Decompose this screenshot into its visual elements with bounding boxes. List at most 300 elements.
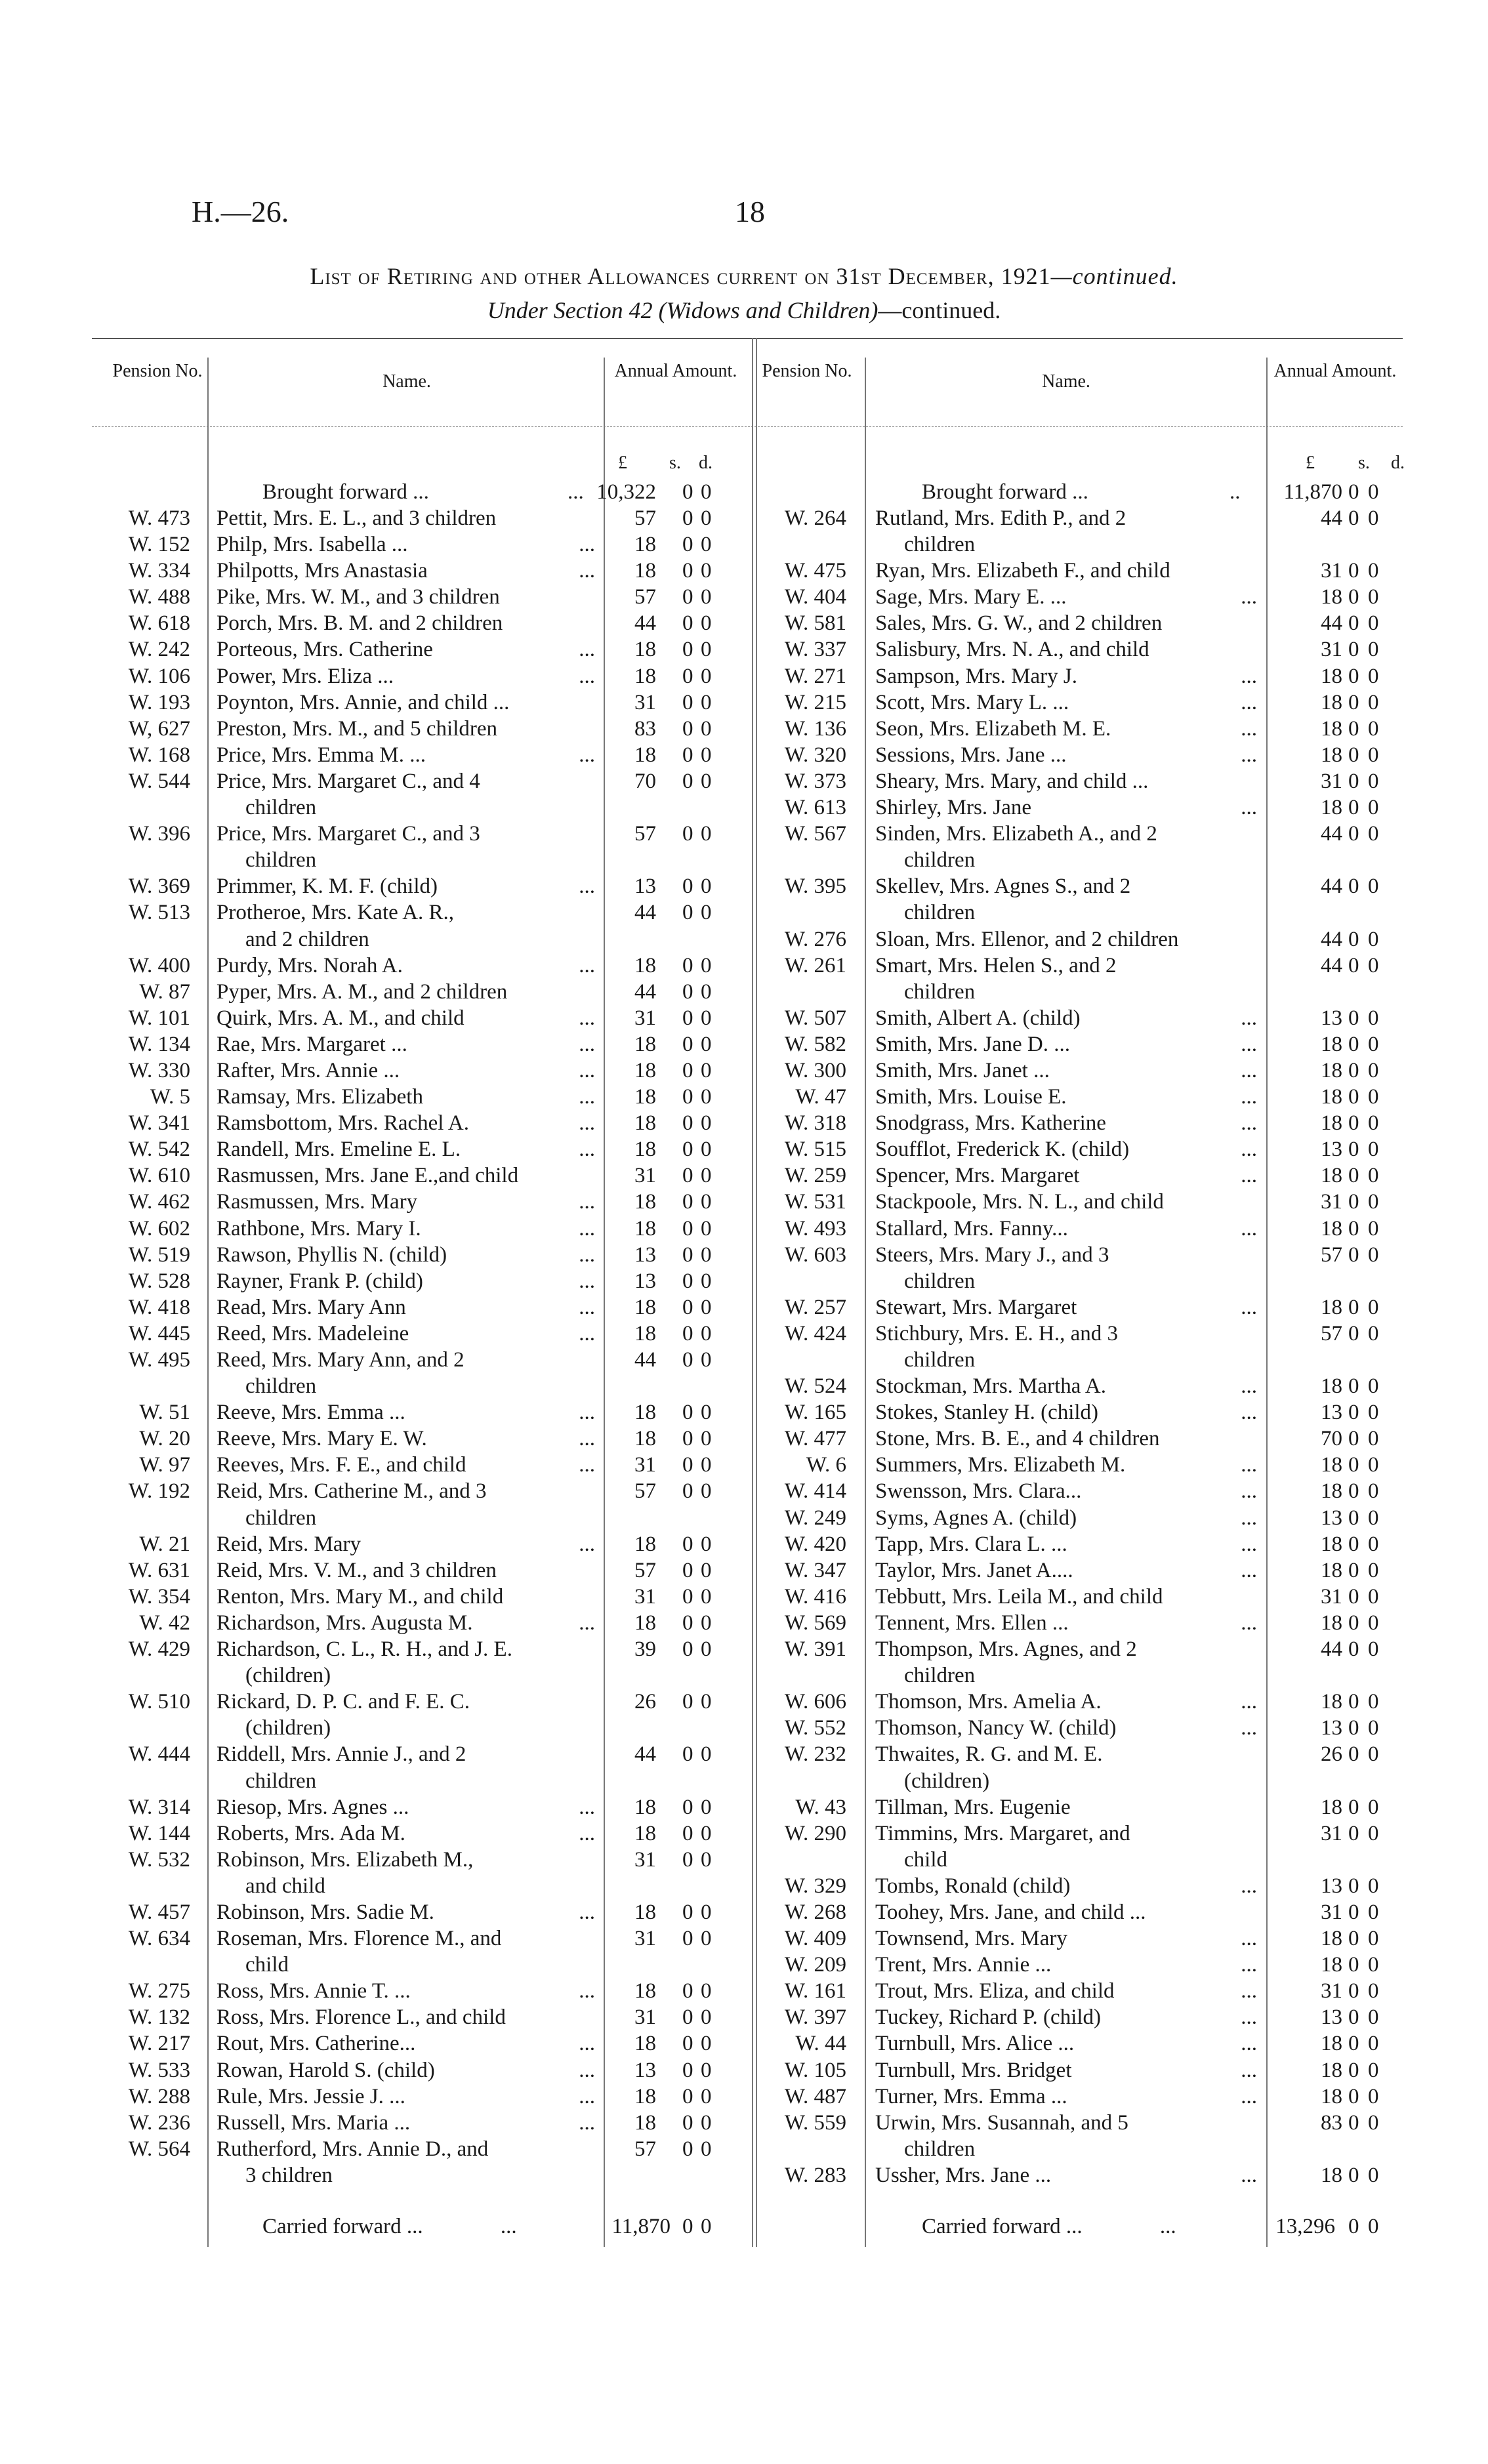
amount-shillings: 0 — [1348, 874, 1359, 899]
pension-number: W. 271 — [784, 664, 846, 688]
amount-shillings: 0 — [682, 1847, 693, 1872]
page-title — [0, 262, 1488, 290]
amount-shillings: 0 — [682, 585, 693, 609]
amount-shillings: 0 — [682, 1795, 693, 1819]
pensioner-name — [875, 636, 1262, 663]
leader-dots: ... — [1241, 1506, 1257, 1530]
amount-pounds: 18 — [634, 1032, 656, 1056]
amount-pence: 0 — [1368, 1690, 1379, 1714]
pension-number: W. 6 — [806, 1453, 846, 1477]
name-line: Tapp, Mrs. Clara L. ... — [875, 1532, 1067, 1556]
table-row — [744, 1162, 1488, 1189]
pensioner-name — [217, 1452, 600, 1478]
pensioner-name — [875, 1899, 1262, 1925]
name-continuation: child — [245, 1953, 289, 1977]
name-line: Power, Mrs. Eliza ... — [217, 664, 394, 688]
pensioner-name — [217, 1820, 600, 1847]
brought-forward-label: Brought forward ... — [262, 480, 429, 504]
table-row — [744, 1899, 1488, 1925]
currency-shillings-right: s. — [1358, 453, 1370, 473]
leader-dots: ... — [579, 1427, 595, 1451]
pension-number: W. 618 — [128, 611, 190, 636]
amount-pounds: 18 — [634, 1532, 656, 1556]
table-row — [744, 1294, 1488, 1321]
name-line: Salisbury, Mrs. N. A., and child — [875, 638, 1149, 662]
table-row — [744, 2004, 1488, 2030]
pension-number: W. 257 — [784, 1295, 846, 1319]
pension-number: W. 105 — [784, 2058, 846, 2082]
table-row — [744, 1820, 1488, 1873]
leader-dots: ... — [1241, 1611, 1257, 1635]
amount-pence: 0 — [701, 743, 712, 767]
amount-pence: 0 — [1368, 1427, 1379, 1451]
name-line: Rathbone, Mrs. Mary I. — [217, 1216, 421, 1241]
amount-shillings: 0 — [1348, 1453, 1359, 1477]
pensioner-name — [875, 1715, 1262, 1741]
pension-number: W. 513 — [128, 901, 190, 925]
leader-dots: ... — [1241, 1479, 1257, 1504]
pension-number: W. 528 — [128, 1269, 190, 1293]
name-continuation: children — [904, 2137, 976, 2161]
amount-pence: 0 — [701, 1085, 712, 1109]
pensioner-name — [217, 2004, 600, 2030]
amount-shillings: 0 — [682, 1295, 693, 1319]
pensioner-name — [217, 953, 600, 979]
name-line: Ramsbottom, Mrs. Rachel A. — [217, 1111, 469, 1136]
pension-number: W. 429 — [128, 1637, 190, 1662]
leader-dots: ... — [1241, 1032, 1257, 1056]
name-line: Richardson, Mrs. Augusta M. — [217, 1611, 473, 1635]
name-line: Ross, Mrs. Florence L., and child — [217, 2005, 506, 2030]
pensioner-name — [217, 2057, 600, 2084]
amount-pence: 0 — [701, 559, 712, 583]
amount-pounds: 18 — [1321, 585, 1342, 609]
name-line: Preston, Mrs. M., and 5 children — [217, 716, 498, 741]
pension-number: W. 531 — [784, 1190, 846, 1214]
header-bottom-rule — [92, 426, 1403, 427]
pension-number: W. 21 — [139, 1532, 190, 1556]
pension-number: W. 634 — [128, 1927, 190, 1951]
name-line: Philp, Mrs. Isabella ... — [217, 533, 408, 557]
amount-shillings: 0 — [1348, 1558, 1359, 1582]
amount-pence: 0 — [1368, 1111, 1379, 1136]
table-row — [0, 953, 744, 979]
table-row — [744, 689, 1488, 716]
table-row — [0, 1084, 744, 1110]
name-line: Randell, Mrs. Emeline E. L. — [217, 1138, 461, 1162]
carried-forward-left-pounds: 11,870 — [611, 2215, 671, 2238]
name-line: Protheroe, Mrs. Kate A. R., — [217, 901, 455, 925]
name-line: Tennent, Mrs. Ellen ... — [875, 1611, 1069, 1635]
amount-pence: 0 — [701, 1138, 712, 1162]
amount-shillings: 0 — [682, 1348, 693, 1372]
name-line: Rutland, Mrs. Edith P., and 2 — [875, 506, 1126, 530]
name-line: Spencer, Mrs. Margaret — [875, 1164, 1080, 1188]
name-line: Townsend, Mrs. Mary — [875, 1927, 1067, 1951]
amount-pounds: 13 — [1321, 1006, 1342, 1030]
table-row — [0, 636, 744, 663]
table-row — [744, 768, 1488, 794]
name-line: Swensson, Mrs. Clara... — [875, 1479, 1082, 1504]
pension-number: W. 524 — [784, 1374, 846, 1399]
amount-pence: 0 — [1368, 1795, 1379, 1819]
pension-number: W. 320 — [784, 743, 846, 767]
table-row — [744, 610, 1488, 636]
leader-dots: ... — [1241, 1927, 1257, 1951]
name-line: Roseman, Mrs. Florence M., and — [217, 1927, 502, 1951]
pensioner-name — [875, 716, 1262, 742]
pensioner-name — [875, 742, 1262, 768]
pension-number: W. 87 — [139, 979, 190, 1004]
leader-dots: ... — [579, 2058, 595, 2082]
pension-number: W. 106 — [128, 664, 190, 688]
carried-forward-right-pounds: 13,296 — [1275, 2215, 1335, 2238]
pensioner-name — [217, 1294, 600, 1321]
amount-pounds: 18 — [634, 2084, 656, 2108]
pension-number: W. 261 — [784, 953, 846, 977]
amount-pounds: 18 — [1321, 1690, 1342, 1714]
pensioner-name — [217, 1426, 600, 1452]
header-name: Name. — [382, 371, 431, 392]
name-continuation: children — [904, 848, 976, 873]
pension-number: W. 445 — [128, 1321, 190, 1345]
amount-shillings: 0 — [682, 664, 693, 688]
leader-dots: ... — [1241, 1216, 1257, 1241]
table-row — [0, 584, 744, 610]
pensioner-name — [217, 1347, 600, 1399]
amount-pence: 0 — [701, 1821, 712, 1845]
currency-pence-right: d. — [1391, 453, 1405, 473]
amount-pounds: 18 — [1321, 1032, 1342, 1056]
amount-pence: 0 — [1368, 2110, 1379, 2135]
table-row — [0, 899, 744, 952]
pension-number: W. 397 — [784, 2005, 846, 2030]
amount-shillings: 0 — [1348, 1690, 1359, 1714]
table-row — [744, 873, 1488, 926]
amount-pounds: 18 — [1321, 1295, 1342, 1319]
amount-pounds: 18 — [634, 638, 656, 662]
pension-number: W. 329 — [784, 1874, 846, 1898]
amount-shillings: 0 — [1348, 796, 1359, 820]
amount-shillings: 0 — [1348, 2005, 1359, 2030]
name-line: Sloan, Mrs. Ellenor, and 2 children — [875, 927, 1179, 951]
amount-pence: 0 — [1368, 2032, 1379, 2056]
amount-pence: 0 — [1368, 1242, 1379, 1267]
pensioner-name — [217, 610, 600, 636]
amount-pence: 0 — [701, 1190, 712, 1214]
name-line: Sampson, Mrs. Mary J. — [875, 664, 1078, 688]
pensioner-name — [875, 1557, 1262, 1584]
amount-pounds: 57 — [634, 1558, 656, 1582]
amount-pounds: 44 — [634, 1742, 656, 1767]
amount-shillings: 0 — [682, 1058, 693, 1082]
amount-pence: 0 — [701, 1321, 712, 1345]
name-line: Ussher, Mrs. Jane ... — [875, 2163, 1052, 2187]
leader-dots: ... — [579, 1242, 595, 1267]
pensioner-name — [875, 689, 1262, 716]
pensioner-name — [217, 1636, 600, 1689]
table-row — [744, 1531, 1488, 1557]
amount-pounds: 18 — [1321, 1953, 1342, 1977]
amount-shillings: 0 — [1348, 506, 1359, 530]
table-row — [0, 689, 744, 716]
name-line: Price, Mrs. Margaret C., and 4 — [217, 769, 480, 793]
pensioner-name — [217, 558, 600, 584]
amount-shillings: 0 — [682, 874, 693, 899]
table-row — [744, 584, 1488, 610]
amount-pence: 0 — [1368, 1953, 1379, 1977]
table-row — [0, 821, 744, 873]
amount-shillings: 0 — [1348, 1479, 1359, 1504]
pension-number: W. 43 — [795, 1795, 846, 1819]
amount-pence: 0 — [1368, 611, 1379, 636]
pension-number: W. 275 — [128, 1979, 190, 2003]
amount-shillings: 0 — [682, 1190, 693, 1214]
table-row — [0, 1005, 744, 1031]
pensioner-name — [217, 2030, 600, 2057]
name-line: Smith, Mrs. Janet ... — [875, 1058, 1050, 1082]
amount-shillings: 0 — [1348, 1138, 1359, 1162]
amount-pence: 0 — [701, 664, 712, 688]
amount-shillings: 0 — [682, 1900, 693, 1924]
table-row — [744, 2110, 1488, 2162]
amount-shillings: 0 — [1348, 1637, 1359, 1662]
name-line: Reid, Mrs. Catherine M., and 3 — [217, 1479, 487, 1504]
table-row — [0, 1741, 744, 1794]
amount-pounds: 31 — [1321, 769, 1342, 793]
amount-pence: 0 — [701, 2005, 712, 2030]
pension-number: W. 569 — [784, 1611, 846, 1635]
amount-shillings: 0 — [1348, 1242, 1359, 1267]
amount-pence: 0 — [701, 1453, 712, 1477]
amount-pence: 0 — [701, 953, 712, 977]
brought-forward-pounds: 10,322 — [596, 480, 656, 504]
amount-pence: 0 — [701, 2084, 712, 2108]
brought-forward-pence: 0 — [1368, 480, 1379, 504]
amount-pounds: 13 — [1321, 1874, 1342, 1898]
document-code: H.—26. — [192, 195, 289, 228]
leader-dots: ... — [579, 1032, 595, 1056]
table-row — [0, 1557, 744, 1584]
amount-pence: 0 — [1368, 822, 1379, 846]
pensioner-name — [875, 1584, 1262, 1610]
table-row — [0, 2136, 744, 2188]
pension-number: W. 264 — [784, 506, 846, 530]
table-row — [744, 558, 1488, 584]
pensioner-name — [875, 1952, 1262, 1978]
amount-shillings: 0 — [682, 1164, 693, 1188]
table-row — [0, 1110, 744, 1136]
pension-number: W. 603 — [784, 1242, 846, 1267]
amount-shillings: 0 — [682, 611, 693, 636]
pensioner-name — [217, 1847, 600, 1899]
carried-forward-label: Carried forward ... — [262, 2215, 423, 2238]
amount-shillings: 0 — [1348, 1927, 1359, 1951]
amount-pounds: 18 — [1321, 1216, 1342, 1241]
name-line: Tuckey, Richard P. (child) — [875, 2005, 1102, 2030]
pension-number: W. 290 — [784, 1821, 846, 1845]
carried-forward-right-pence: 0 — [1368, 2215, 1379, 2238]
table-row — [744, 1794, 1488, 1820]
leader-dots: ... — [1241, 664, 1257, 688]
name-line: Rasmussen, Mrs. Jane E.,and child — [217, 1164, 519, 1188]
name-continuation: child — [904, 1847, 947, 1872]
name-line: Toohey, Mrs. Jane, and child ... — [875, 1900, 1146, 1924]
name-line: Rout, Mrs. Catherine... — [217, 2032, 416, 2056]
amount-pounds: 44 — [1321, 1637, 1342, 1662]
amount-pence: 0 — [701, 1532, 712, 1556]
pension-number: W. 341 — [128, 1111, 190, 1136]
leader-dots: ... — [1241, 690, 1257, 714]
amount-shillings: 0 — [1348, 1953, 1359, 1977]
amount-pence: 0 — [701, 611, 712, 636]
pensioner-name — [217, 505, 600, 531]
header-annual-amount: Annual Amount. — [614, 361, 737, 381]
amount-pence: 0 — [701, 1479, 712, 1504]
pensioner-name — [875, 1636, 1262, 1689]
table-row — [744, 742, 1488, 768]
leader-dots: ... — [1241, 1401, 1257, 1425]
pension-number: W. 369 — [128, 874, 190, 899]
amount-pounds: 44 — [634, 611, 656, 636]
table-row — [744, 1084, 1488, 1110]
amount-pounds: 44 — [634, 1348, 656, 1372]
amount-shillings: 0 — [682, 559, 693, 583]
pension-number: W. 409 — [784, 1927, 846, 1951]
leader-dots: ... — [1241, 2084, 1257, 2108]
amount-pounds: 18 — [1321, 716, 1342, 741]
pensioner-name — [875, 2162, 1262, 2188]
leader-dots: ... — [579, 874, 595, 899]
table-row — [0, 1216, 744, 1242]
amount-shillings: 0 — [682, 769, 693, 793]
amount-shillings: 0 — [1348, 1216, 1359, 1241]
name-line: Urwin, Mrs. Susannah, and 5 — [875, 2110, 1128, 2135]
pensioner-name — [217, 742, 600, 768]
amount-pounds: 44 — [1321, 611, 1342, 636]
amount-shillings: 0 — [1348, 1427, 1359, 1451]
amount-pence: 0 — [701, 1058, 712, 1082]
pension-number: W. 242 — [128, 638, 190, 662]
leader-dots: ... — [1241, 1979, 1257, 2003]
subtitle-suffix: —continued. — [878, 297, 1001, 323]
amount-shillings: 0 — [682, 1558, 693, 1582]
amount-pounds: 31 — [1321, 559, 1342, 583]
name-line: Sales, Mrs. G. W., and 2 children — [875, 611, 1163, 636]
pensioner-name — [217, 2084, 600, 2110]
name-line: Reid, Mrs. V. M., and 3 children — [217, 1558, 497, 1582]
pensioner-name — [217, 768, 600, 821]
table-row — [744, 953, 1488, 1005]
name-continuation: children — [904, 1269, 976, 1293]
name-line: Turnbull, Mrs. Alice ... — [875, 2032, 1075, 2056]
leader-dots: ... — [1241, 1111, 1257, 1136]
pension-number: W. 192 — [128, 1479, 190, 1504]
amount-pence: 0 — [1368, 2163, 1379, 2187]
name-line: Sinden, Mrs. Elizabeth A., and 2 — [875, 822, 1157, 846]
leader-dots: ... — [579, 2032, 595, 2056]
amount-pounds: 18 — [1321, 1795, 1342, 1819]
amount-pence: 0 — [1368, 2084, 1379, 2108]
amount-pence: 0 — [1368, 1532, 1379, 1556]
pensioner-name — [875, 558, 1262, 584]
amount-pounds: 13 — [634, 2058, 656, 2082]
pension-number: W. 395 — [784, 874, 846, 899]
pension-number: W. 44 — [795, 2032, 846, 2056]
currency-shillings: s. — [669, 453, 681, 473]
amount-shillings: 0 — [682, 1927, 693, 1951]
amount-shillings: 0 — [682, 1216, 693, 1241]
name-continuation: children — [245, 796, 317, 820]
amount-pence: 0 — [701, 506, 712, 530]
pension-number: W. 5 — [150, 1085, 190, 1109]
table-row — [744, 2162, 1488, 2188]
amount-pounds: 18 — [1321, 1374, 1342, 1399]
amount-pence: 0 — [701, 1006, 712, 1030]
pensioner-name — [217, 1031, 600, 1057]
name-line: Smith, Albert A. (child) — [875, 1006, 1081, 1030]
pension-number: W. 495 — [128, 1348, 190, 1372]
amount-pence: 0 — [701, 585, 712, 609]
amount-pounds: 13 — [1321, 1506, 1342, 1530]
pension-number: W. 581 — [784, 611, 846, 636]
right-column-table — [744, 453, 1488, 2188]
name-line: Price, Mrs. Emma M. ... — [217, 743, 426, 767]
amount-pounds: 18 — [1321, 1164, 1342, 1188]
currency-pence: d. — [699, 453, 713, 473]
name-line: Thompson, Mrs. Agnes, and 2 — [875, 1637, 1137, 1662]
pensioner-name — [217, 1925, 600, 1978]
amount-shillings: 0 — [1348, 1401, 1359, 1425]
name-line: Stewart, Mrs. Margaret — [875, 1295, 1077, 1319]
amount-pounds: 18 — [1321, 2032, 1342, 2056]
name-line: Tombs, Ronald (child) — [875, 1874, 1071, 1898]
table-row — [744, 1189, 1488, 1215]
amount-shillings: 0 — [1348, 2110, 1359, 2135]
amount-pounds: 18 — [634, 1138, 656, 1162]
amount-pence: 0 — [1368, 874, 1379, 899]
amount-shillings: 0 — [1348, 1085, 1359, 1109]
brought-forward-row — [744, 479, 1488, 505]
table-row — [0, 2110, 744, 2136]
name-continuation: and 2 children — [245, 927, 369, 951]
amount-pence: 0 — [1368, 1716, 1379, 1740]
leader-dots: ... — [579, 1295, 595, 1319]
amount-shillings: 0 — [682, 2032, 693, 2056]
amount-pence: 0 — [1368, 1900, 1379, 1924]
leader-dots: ... — [579, 2084, 595, 2108]
pension-number: W. 424 — [784, 1321, 846, 1345]
amount-shillings: 0 — [1348, 2032, 1359, 2056]
amount-pounds: 18 — [634, 1900, 656, 1924]
pensioner-name — [875, 1110, 1262, 1136]
table-row — [0, 1189, 744, 1215]
name-line: Smith, Mrs. Jane D. ... — [875, 1032, 1070, 1056]
leader-dots: ... — [1241, 1874, 1257, 1898]
amount-pounds: 18 — [634, 1821, 656, 1845]
pension-number: W. 288 — [128, 2084, 190, 2108]
table-row — [0, 1794, 744, 1820]
table-row — [0, 2030, 744, 2057]
amount-shillings: 0 — [1348, 1058, 1359, 1082]
carried-forward-left — [262, 2215, 517, 2239]
pensioner-name — [217, 531, 600, 558]
name-line: Robinson, Mrs. Elizabeth M., — [217, 1847, 474, 1872]
amount-pounds: 18 — [1321, 743, 1342, 767]
amount-shillings: 0 — [1348, 743, 1359, 767]
name-line: Sheary, Mrs. Mary, and child ... — [875, 769, 1149, 793]
pensioner-name — [217, 821, 600, 873]
